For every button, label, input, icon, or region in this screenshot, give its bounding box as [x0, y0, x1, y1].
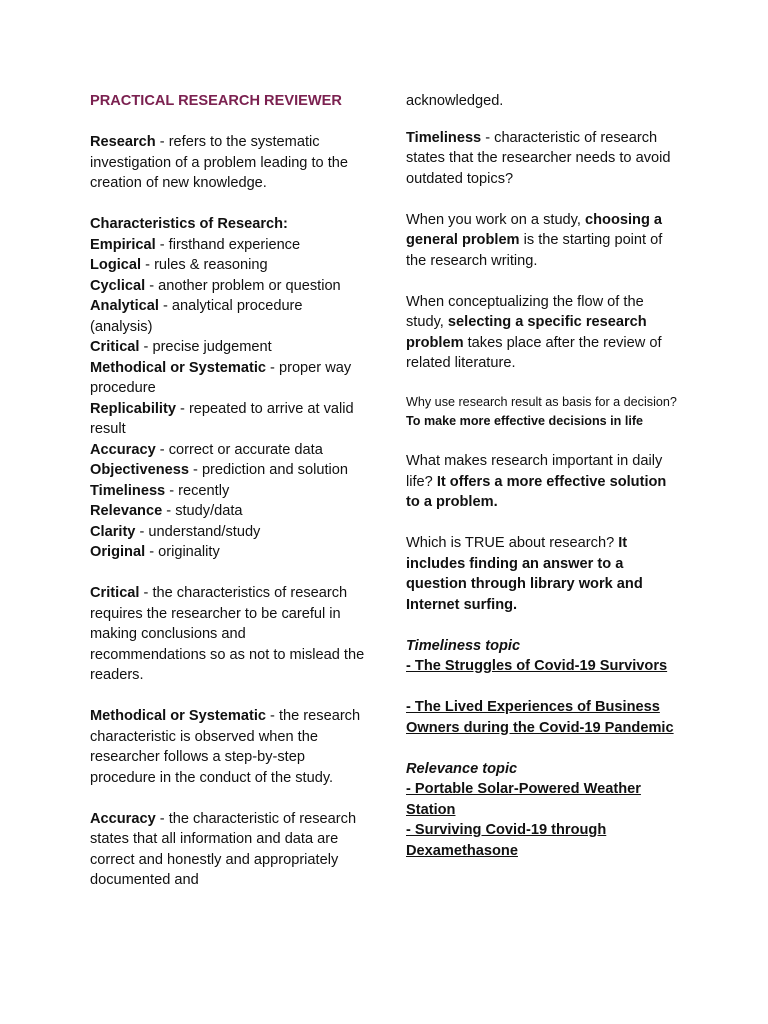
answer-text: It offers a more effective solution to a problem.	[406, 473, 667, 510]
question-text: Why use research result as basis for a decision?	[406, 394, 677, 409]
characteristics-heading: Characteristics of Research:	[90, 216, 288, 232]
list-item	[90, 399, 365, 440]
definition: - the characteristics of research requires the researcher to be careful in making conclusions and recommendations so as not to mislead the readers.	[90, 585, 365, 683]
list-item	[90, 276, 365, 297]
list-item	[90, 358, 365, 399]
term: Research	[90, 134, 156, 150]
topic-item: - The Struggles of Covid-19 Survivors	[406, 658, 668, 674]
list-item	[90, 255, 365, 276]
relevance-topic-section	[406, 759, 681, 862]
term: Objectiveness	[90, 462, 189, 478]
answer-text: It includes finding an answer to a question through library work and Internet surfing.	[406, 535, 643, 613]
accuracy-paragraph	[90, 809, 365, 891]
term: Methodical or Systematic	[90, 708, 266, 724]
list-item	[90, 501, 365, 522]
critical-paragraph	[90, 583, 365, 686]
list-item	[90, 440, 365, 461]
definition: - firsthand experience	[155, 236, 301, 253]
term: Timeliness	[90, 482, 166, 499]
question-true-about-research	[406, 533, 681, 615]
definition: - study/data	[162, 503, 243, 519]
definition: - the characteristic of research states that all information and data are correct and honestly and appropriately documented and	[90, 810, 357, 888]
term: Methodical or Systematic	[90, 359, 266, 376]
definition: - analytical procedure (analysis)	[90, 298, 303, 335]
question-general-problem	[406, 210, 681, 272]
question-text: What makes research important in daily life?	[406, 453, 663, 490]
list-item	[90, 235, 365, 256]
answer-text: choosing a general problem	[406, 211, 663, 248]
accuracy-continuation: acknowledged.	[406, 93, 504, 109]
research-definition	[90, 132, 365, 194]
section-heading: Relevance topic	[406, 760, 518, 777]
question-text: Which is TRUE about research?	[406, 535, 619, 551]
topic-item: - Surviving Covid-19 through Dexamethasone	[406, 822, 607, 859]
term: Cyclical	[90, 277, 146, 294]
list-item	[90, 481, 365, 502]
definition: - correct or accurate data	[155, 441, 323, 458]
definition: - understand/study	[135, 523, 261, 540]
timeliness-topic-section	[406, 636, 681, 739]
right-column	[406, 91, 681, 861]
list-item	[90, 542, 365, 563]
definition: - characteristic of research states that the researcher needs to avoid outdated topics?	[406, 129, 671, 187]
definition: - prediction and solution	[188, 462, 348, 478]
definition: - precise judgement	[139, 339, 272, 355]
term: Accuracy	[90, 810, 156, 827]
definition: - rules & reasoning	[141, 257, 268, 273]
timeliness-paragraph	[406, 128, 681, 190]
definition: - refers to the systematic investigation of a problem leading to the creation of new knowledge.	[90, 134, 348, 191]
term: Accuracy	[90, 441, 156, 458]
term: Analytical	[90, 298, 159, 314]
question-text: takes place after the review of related literature.	[406, 334, 662, 371]
definition: - proper way procedure	[90, 359, 352, 396]
definition: - originality	[145, 544, 220, 560]
term: Replicability	[90, 400, 176, 417]
answer-text: selecting a specific research problem	[406, 314, 647, 351]
question-importance	[406, 451, 681, 513]
definition: - recently	[165, 482, 230, 499]
answer-text: To make more effective decisions in life	[406, 413, 644, 428]
term: Original	[90, 544, 146, 560]
list-item	[90, 296, 365, 337]
characteristics-list	[90, 214, 365, 563]
list-item	[90, 460, 365, 481]
methodical-paragraph	[90, 706, 365, 788]
list-item	[90, 337, 365, 358]
left-column	[90, 91, 365, 891]
definition: - repeated to arrive at valid result	[90, 400, 354, 437]
list-item	[90, 522, 365, 543]
question-text: is the starting point of the research writing.	[406, 232, 663, 269]
topic-item: - The Lived Experiences of Business Owners during the Covid-19 Pandemic	[406, 699, 674, 736]
term: Critical	[90, 585, 140, 601]
question-text: When you work on a study,	[406, 211, 585, 228]
term: Empirical	[90, 236, 156, 253]
question-basis-for-decision	[406, 393, 681, 431]
question-text: When conceptualizing the flow of the study,	[406, 293, 644, 330]
page-title: PRACTICAL RESEARCH REVIEWER	[90, 93, 342, 109]
term: Timeliness	[406, 129, 482, 146]
term: Critical	[90, 339, 140, 355]
topic-item: - Portable Solar-Powered Weather Station	[406, 781, 641, 818]
question-specific-problem	[406, 292, 681, 374]
term: Logical	[90, 257, 142, 273]
term: Clarity	[90, 523, 136, 540]
definition: - the research characteristic is observed when the researcher follows a step-by-step procedure in the conduct of the study.	[90, 708, 361, 786]
definition: - another problem or question	[145, 277, 341, 294]
term: Relevance	[90, 503, 163, 519]
section-heading: Timeliness topic	[406, 637, 521, 654]
